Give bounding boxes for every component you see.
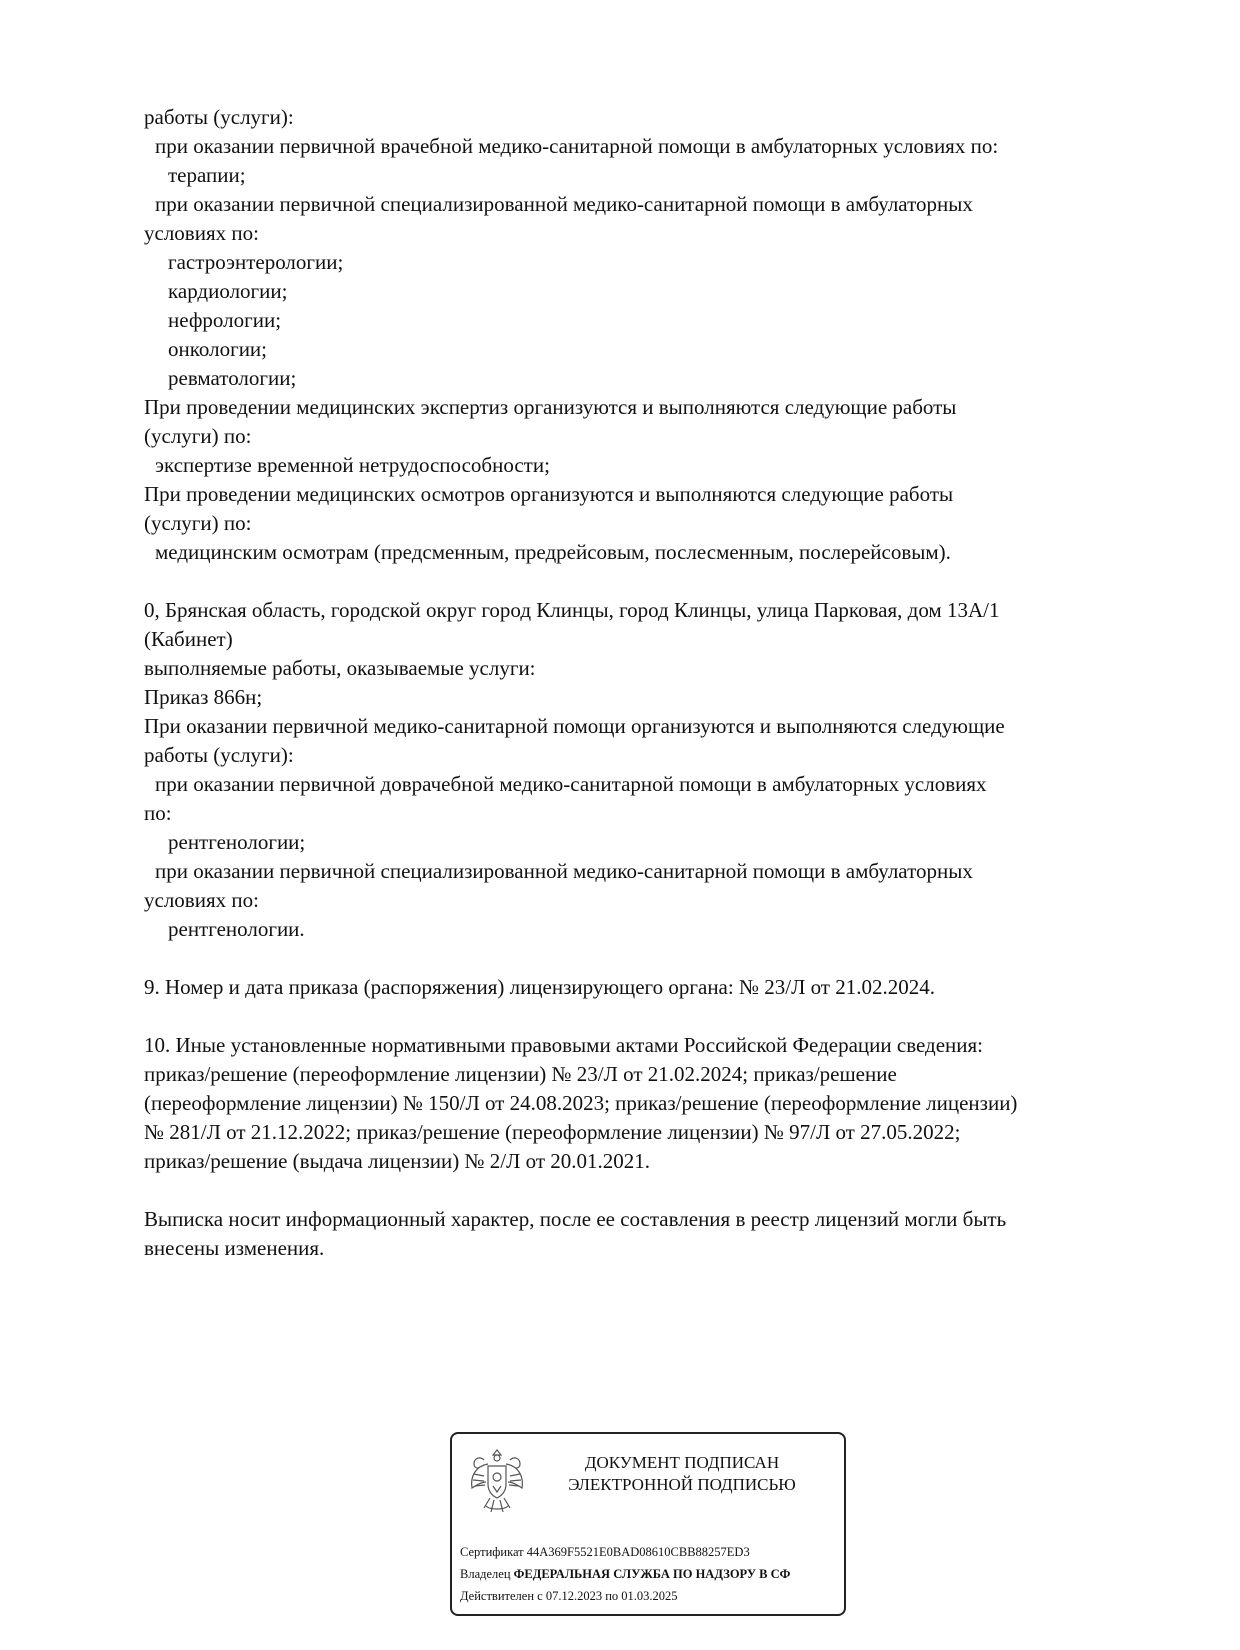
disclaimer-line: внесены изменения. xyxy=(144,1236,325,1260)
stamp-subtitle: ЭЛЕКТРОННОЙ ПОДПИСЬЮ xyxy=(568,1475,796,1494)
electronic-signature-stamp xyxy=(450,1432,846,1616)
text-line: выполняемые работы, оказываемые услуги: xyxy=(144,656,536,680)
text-line: терапии; xyxy=(168,163,246,187)
text-line: (услуги) по: xyxy=(144,511,252,535)
text-line: медицинским осмотрам (предсменным, предрейсовым, послесменным, послерейсовым). xyxy=(155,540,951,564)
text-line: При проведении медицинских осмотров организуются и выполняются следующие работы xyxy=(144,482,954,506)
text-line: при оказании первичной специализированной медико-санитарной помощи в амбулаторных xyxy=(155,859,973,883)
validity-value: с 07.12.2023 по 01.03.2025 xyxy=(537,1589,678,1603)
certificate-label: Сертификат xyxy=(460,1545,524,1559)
stamp-title: ДОКУМЕНТ ПОДПИСАН xyxy=(584,1453,780,1472)
text-line: условиях по: xyxy=(144,221,259,245)
text-line: работы (услуги): xyxy=(144,105,294,129)
text-line: работы (услуги): xyxy=(144,743,294,767)
text-line: при оказании первичной доврачебной медико-санитарной помощи в амбулаторных условиях xyxy=(155,772,987,796)
text-line: онкологии; xyxy=(168,337,268,361)
text-line: кардиологии; xyxy=(168,279,288,303)
text-line: рентгенологии; xyxy=(168,830,306,854)
text-line: условиях по: xyxy=(144,888,259,912)
owner-label: Владелец xyxy=(460,1567,511,1581)
text-line: Приказ 866н; xyxy=(144,685,263,709)
text-line: при оказании первичной врачебной медико-санитарной помощи в амбулаторных условиях по: xyxy=(155,134,999,158)
order-number-line: 9. Номер и дата приказа (распоряжения) лицензирующего органа: № 23/Л от 21.02.2024. xyxy=(144,975,935,999)
text-line: экспертизе временной нетрудоспособности; xyxy=(155,453,550,477)
text-line: рентгенологии. xyxy=(168,917,305,941)
validity-row xyxy=(460,1588,678,1604)
text-line: (переоформление лицензии) № 150/Л от 24.08.2023; приказ/решение (переоформление лицензии) xyxy=(144,1091,1018,1115)
text-line: (Кабинет) xyxy=(144,627,233,651)
double-headed-eagle-icon xyxy=(466,1444,528,1516)
text-line: приказ/решение (переоформление лицензии) № 23/Л от 21.02.2024; приказ/решение xyxy=(144,1062,897,1086)
validity-label: Действителен xyxy=(460,1589,535,1603)
other-info-heading: 10. Иные установленные нормативными правовыми актами Российской Федерации сведения: xyxy=(144,1033,984,1057)
text-line: приказ/решение (выдача лицензии) № 2/Л от 20.01.2021. xyxy=(144,1149,651,1173)
text-line: (услуги) по: xyxy=(144,424,252,448)
owner-value: ФЕДЕРАЛЬНАЯ СЛУЖБА ПО НАДЗОРУ В СФ xyxy=(513,1567,791,1581)
certificate-value: 44A369F5521E0BAD08610CBB88257ED3 xyxy=(526,1545,750,1559)
text-line: при оказании первичной специализированной медико-санитарной помощи в амбулаторных xyxy=(155,192,973,216)
disclaimer-line: Выписка носит информационный характер, после ее составления в реестр лицензий могли быть xyxy=(144,1207,1007,1231)
text-line: При оказании первичной медико-санитарной помощи организуются и выполняются следующие xyxy=(144,714,1005,738)
address-line: 0, Брянская область, городской округ город Клинцы, город Клинцы, улица Парковая, дом 13А/1 xyxy=(144,598,1000,622)
certificate-row xyxy=(460,1544,750,1560)
text-line: При проведении медицинских экспертиз организуются и выполняются следующие работы xyxy=(144,395,957,419)
text-line: гастроэнтерологии; xyxy=(168,250,344,274)
text-line: по: xyxy=(144,801,172,825)
text-line: ревматологии; xyxy=(168,366,297,390)
text-line: нефрологии; xyxy=(168,308,282,332)
text-line: № 281/Л от 21.12.2022; приказ/решение (переоформление лицензии) № 97/Л от 27.05.2022; xyxy=(144,1120,961,1144)
owner-row xyxy=(460,1566,790,1582)
